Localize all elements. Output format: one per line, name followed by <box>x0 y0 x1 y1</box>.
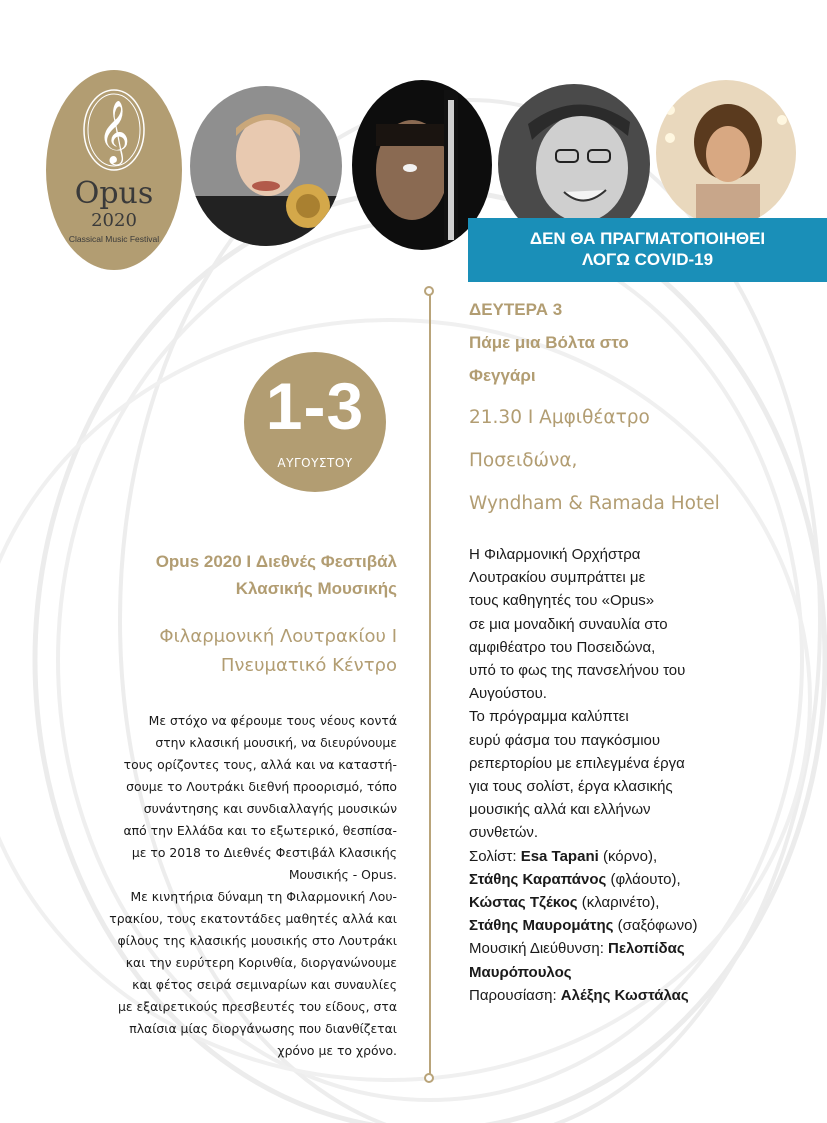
event-line: τους καθηγητές του «Opus» <box>469 592 655 610</box>
event-line: για τους σολίστ, έργα κλασικής <box>469 778 673 796</box>
festival-description <box>37 710 397 1062</box>
event-line: συνθετών. <box>469 824 539 842</box>
credit-director <box>469 937 789 960</box>
event-line: ρεπερτορίου με επιλεγμένα έργα <box>469 754 685 772</box>
event-day: ΔΕΥΤΕΡΑ 3 <box>469 300 563 319</box>
soloist-1-instrument: (κόρνο), <box>598 847 658 865</box>
festival-venue-line-2: Πνευματικό Κέντρο <box>220 655 397 676</box>
credit-soloist-3 <box>469 891 789 914</box>
soloist-3-instrument: (κλαρινέτο), <box>577 894 660 912</box>
timeline-divider <box>429 295 431 1080</box>
banner-line-2: ΛΟΓΩ COVID-19 <box>581 250 714 269</box>
desc-line: σουμε το Λουτράκι διεθνή προορισμό, τόπο <box>126 779 397 794</box>
treble-clef-icon: 𝄞 <box>98 100 130 163</box>
desc-line: τρακίου, τους εκατοντάδες μαθητές αλλά και <box>109 911 397 926</box>
desc-line: τους ορίζοντες τους, αλλά και να καταστή- <box>123 757 397 772</box>
date-range: 1-3 <box>265 369 365 443</box>
logo-tagline: Classical Music Festival <box>68 234 160 244</box>
event-title-line-1: Πάμε μια Βόλτα στο <box>469 333 629 352</box>
event-line: Το πρόγραμμα καλύπτει <box>469 708 629 726</box>
desc-line: χρόνο με το χρόνο. <box>277 1043 397 1058</box>
festival-title <box>57 548 397 602</box>
event-heading <box>469 293 809 392</box>
event-line: ευρύ φάσμα του παγκόσμιου <box>469 731 661 749</box>
soloist-4-name: Στάθης Μαυρομάτης <box>469 917 614 935</box>
opus-logo <box>44 68 184 272</box>
festival-venue-line-1: Φιλαρμονική Λουτρακίου I <box>159 626 397 647</box>
event-line: αμφιθέατρο του Ποσειδώνα, <box>469 638 656 656</box>
event-venue-line-1: 21.30 I Αμφιθέατρο <box>469 407 650 428</box>
event-line: Η Φιλαρμονική Ορχήστρα <box>469 546 641 563</box>
logo-name: Opus <box>74 176 154 211</box>
date-badge <box>244 352 386 492</box>
cancellation-banner <box>468 218 827 282</box>
event-venue-line-3: Wyndham & Ramada Hotel <box>469 493 720 514</box>
desc-line: πλαίσια μίας διοργάνωσης που διανθίζεται <box>129 1021 397 1036</box>
credit-soloist-4 <box>469 914 789 937</box>
desc-line: Με κινητήρια δύναμη τη Φιλαρμονική Λου- <box>130 889 397 904</box>
festival-venue <box>57 622 397 680</box>
event-line: υπό το φως της πανσελήνου του <box>469 662 686 680</box>
soloist-4-instrument: (σαξόφωνο) <box>613 917 698 935</box>
event-line: Αυγούστου. <box>469 685 547 703</box>
date-month: ΑΥΓΟΥΣΤΟΥ <box>277 456 353 470</box>
event-line: Λουτρακίου συμπράττει με <box>469 569 646 587</box>
director-name-1: Πελοπίδας <box>608 940 685 958</box>
credit-presenter <box>469 984 789 1007</box>
director-name-2: Μαυρόπουλος <box>469 963 572 981</box>
desc-line: στην κλασική μουσική, να διευρύνουμε <box>155 735 397 750</box>
timeline-bottom-knob <box>424 1073 434 1083</box>
desc-line: συνάντησης και συνδιαλλαγής μουσικών <box>143 801 397 816</box>
festival-title-line-2: Κλασικής Μουσικής <box>235 579 397 598</box>
soloist-2-instrument: (φλάουτο), <box>606 870 681 888</box>
event-description <box>469 543 789 1007</box>
desc-line: από την Ελλάδα και το εξωτερικό, θεσπίσα- <box>123 823 397 838</box>
timeline-top-knob <box>424 286 434 296</box>
director-label: Μουσική Διεύθυνση: <box>469 940 609 958</box>
presenter-name: Αλέξης Κωστάλας <box>560 986 689 1004</box>
desc-line: με εξαιρετικούς πρεσβευτές του είδους, στα <box>118 999 397 1014</box>
soloist-3-name: Κώστας Τζέκος <box>469 894 578 912</box>
credit-soloist-2 <box>469 868 789 891</box>
desc-line: Μουσικής - Opus. <box>288 867 397 882</box>
event-title-line-2: Φεγγάρι <box>469 366 536 385</box>
soloist-1-name: Esa Tapani <box>520 847 599 865</box>
event-line: σε μια μοναδική συναυλία στο <box>469 615 668 633</box>
desc-line: και φέτος σειρά σεμιναρίων και συναυλίες <box>132 977 397 992</box>
desc-line: Με στόχο να φέρουμε τους νέους κοντά <box>148 713 397 728</box>
soloist-photo-curly <box>656 80 796 226</box>
logo-year: 2020 <box>91 210 137 231</box>
credit-soloist-1 <box>469 845 789 868</box>
event-venue-line-2: Ποσειδώνα, <box>469 450 578 471</box>
desc-line: με το 2018 το Διεθνές Φεστιβάλ Κλασικής <box>131 845 397 860</box>
credit-director-2 <box>469 961 789 984</box>
soloist-label: Σολίστ: <box>469 847 517 865</box>
festival-title-line-1: Opus 2020 I Διεθνές Φεστιβάλ <box>155 552 397 571</box>
desc-line: και την ευρύτερη Κορινθία, διοργανώνουμε <box>125 955 397 970</box>
presenter-label: Παρουσίαση: <box>469 986 561 1004</box>
event-line: μουσικής αλλά και ελλήνων <box>469 801 651 819</box>
desc-line: φίλους της κλασικής μουσικής στο Λουτράκι <box>117 933 397 948</box>
soloist-photo-horn <box>190 86 342 246</box>
soloist-2-name: Στάθης Καραπάνος <box>469 870 607 888</box>
banner-line-1: ΔΕΝ ΘΑ ΠΡΑΓΜΑΤΟΠΟΙΗΘΕΙ <box>529 229 766 248</box>
event-venue <box>469 396 809 525</box>
